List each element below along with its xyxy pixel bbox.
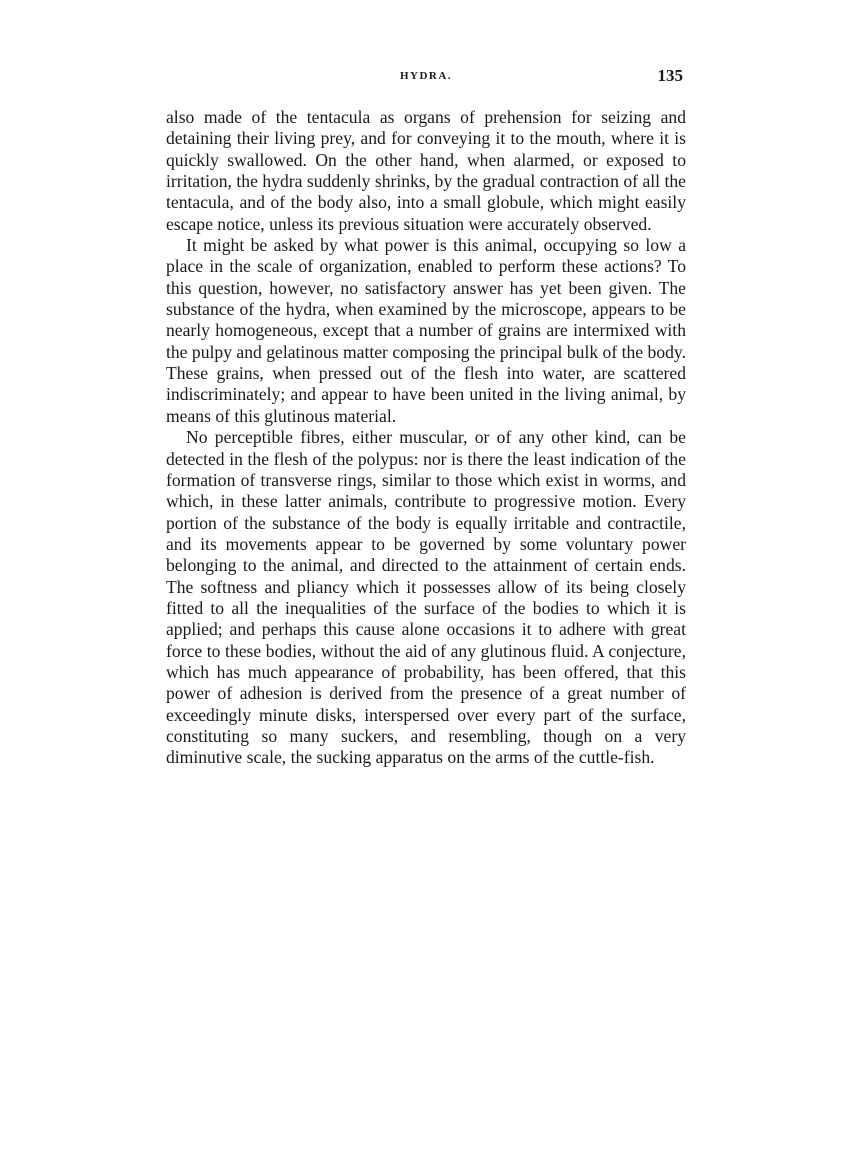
page-number: 135 [657,66,683,85]
paragraph-fibres: No perceptible fibres, either muscular, or of any other kind, can be detected in the flesh of the polypus: nor is there the least indication of the formation of transverse rings, similar to those which exist in worms, and which, in these latter animals, contribute to progressive motion. Every portion of the substance of the body is equally irritable and contractile, and its movements appear to be governed by some voluntary power belonging to the animal, and directed to the attainment of certain ends. The softness and pliancy which it possesses allow of its being closely fitted to all the inequalities of the surface of the bodies to which it is applied; and perhaps this cause alone occasions it to adhere with great force to these bodies, without the aid of any glutinous fluid. A conjecture, which has much appearance of probability, has been offered, that this power of adhesion is derived from the presence of a great number of exceedingly minute disks, interspersed over every part of the surface, constituting so many suckers, and resembling, though on a very diminutive scale, the sucking apparatus on the arms of the cuttle-fish. [166,427,686,768]
book-page [166,68,686,1108]
paragraph-organization: It might be asked by what power is this animal, occupying so low a place in the scale of organization, enabled to perform these actions? To this question, however, no satisfactory answer has yet been given. The substance of the hydra, when examined by the microscope, appears to be nearly homogeneous, except that a number of grains are intermixed with the pulpy and gelatinous matter composing the principal bulk of the body. These grains, when pressed out of the flesh into water, are scattered indiscriminately; and appear to have been united in the living animal, by means of this glutinous material. [166,235,686,426]
body-text [166,107,686,769]
paragraph-continued: also made of the tentacula as organs of prehension for seizing and detaining their living prey, and for conveying it to the mouth, where it is quickly swallowed. On the other hand, when alarmed, or exposed to irritation, the hydra suddenly shrinks, by the gradual contraction of all the tentacula, and of the body also, into a small globule, which might easily escape notice, unless its previous situation were accurately observed. [166,107,686,234]
running-head [166,68,686,98]
running-title: HYDRA. [399,70,453,82]
